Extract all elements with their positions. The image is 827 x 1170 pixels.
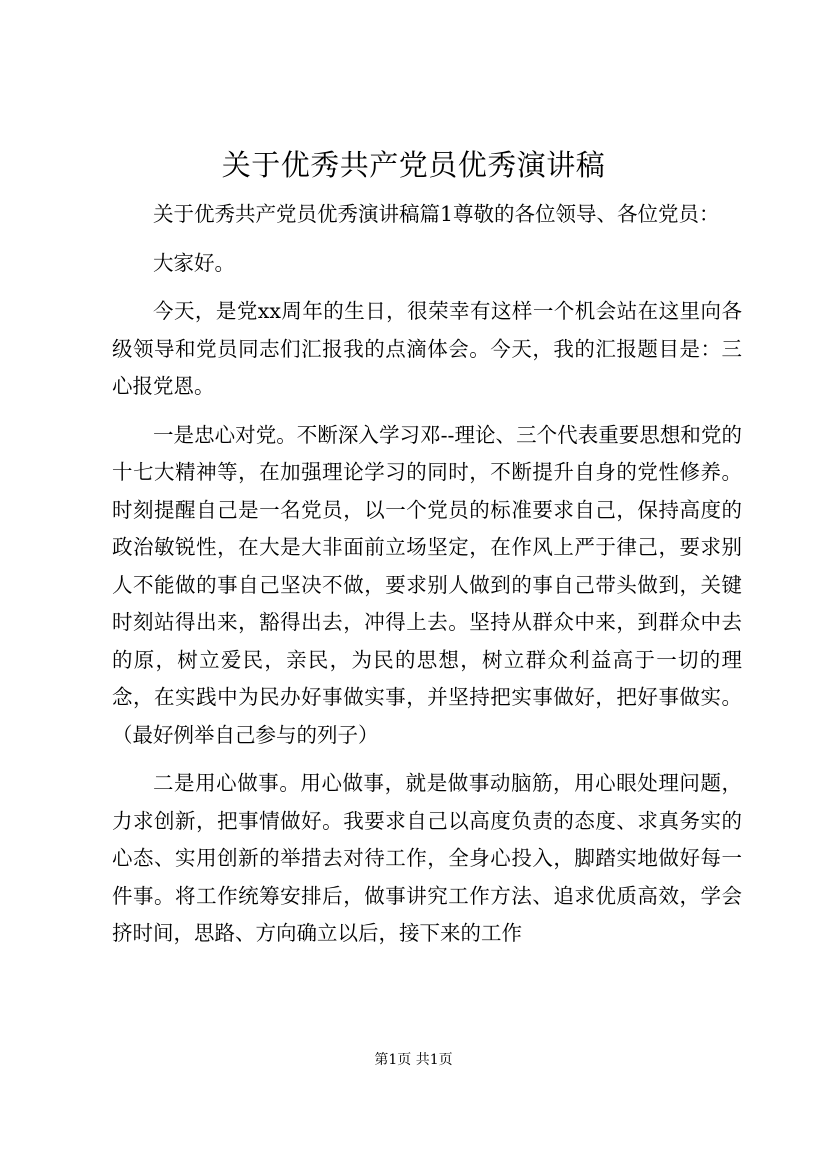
paragraph-diligence: 二是用心做事。用心做事，就是做事动脑筋，用心眼处理问题，力求创新，把事情做好。我要求自己以高度负责的态度、求真务实的心态、实用创新的举措去对待工作，全身心投入，脚踏实地做好每一件事。将工作统筹安排后，做事讲究工作方法、追求优质高效，学会挤时间，思路、方向确立以后，接下来的工作 xyxy=(112,771,742,945)
paragraph-loyalty: 一是忠心对党。不断深入学习邓--理论、三个代表重要思想和党的十七大精神等，在加强理论学习的同时，不断提升自身的党性修养。时刻提醒自己是一名党员，以一个党员的标准要求自己，保持高度的政治敏锐性，在大是大非面前立场坚定，在作风上严于律己，要求别人不能做的事自己坚决不做，要求别人做到的事自己带头做到，关键时刻站得出来，豁得出去，冲得上去。坚持从群众中来，到群众中去的原，树立爱民，亲民，为民的思想，树立群众利益高于一切的理念，在实践中为民办好事做实事，并坚持把实事做好，把好事做实。（最好例举自己参与的列子） xyxy=(112,422,742,747)
paragraph-greeting: 关于优秀共产党员优秀演讲稿篇1尊敬的各位领导、各位党员： xyxy=(153,202,720,226)
paragraph-intro: 今天，是党xx周年的生日，很荣幸有这样一个机会站在这里向各级领导和党员同志们汇报我的点滴体会。今天，我的汇报题目是：三心报党恩。 xyxy=(112,299,742,398)
page-footer: 第1页 共1页 xyxy=(374,1052,453,1068)
paragraph-hello: 大家好。 xyxy=(153,250,235,275)
document-body xyxy=(112,196,742,964)
document-title: 关于优秀共产党员优秀演讲稿 xyxy=(221,148,606,182)
